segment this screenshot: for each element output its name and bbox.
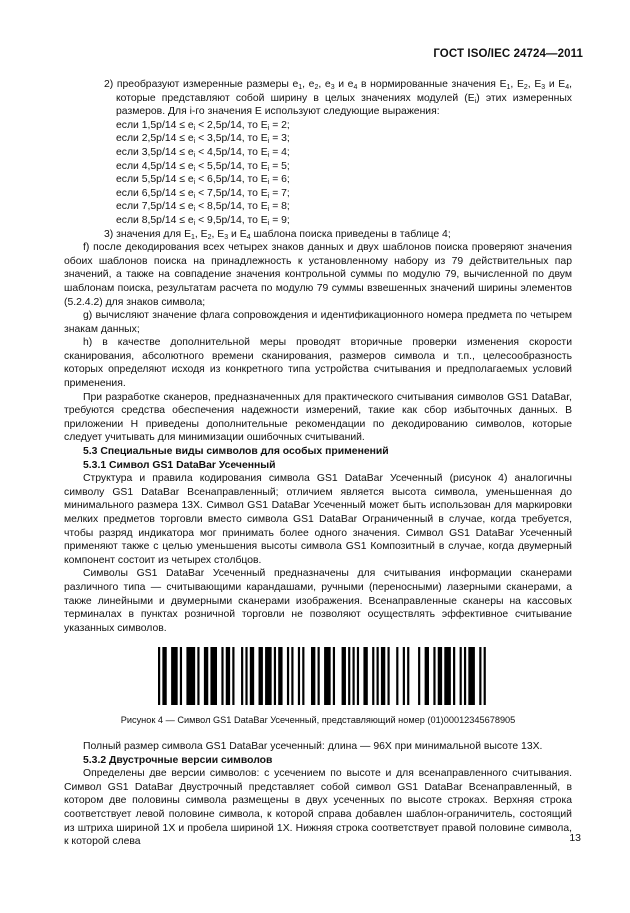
heading-5-3-1: 5.3.1 Символ GS1 DataBar Усеченный	[83, 459, 276, 471]
barcode-bar	[197, 647, 199, 705]
barcode-bar	[210, 647, 217, 705]
condition-line: если $3,5p/14 \le e_i < 4,5p/14$, то $E_i = 4$;	[116, 146, 290, 159]
barcode-bar	[162, 647, 166, 705]
barcode-bar	[287, 647, 289, 705]
paragraph-two-row: Определены две версии символов: с усечением по высоте и для всенаправленного считывания. Символ GS1 DataBar Двустрочный представляет собой символ GS1 DataBar Всенаправленный, в котором две половины символа размещены в двух усеченных по высоте строках. Верхняя строка соответствует левой половине символа, к которой справа добавлен шаблон-ограничитель, состоящий из штриха шириной 1X и пробела шириной 1X. Нижняя строка соответствует правой половине символа, к которой слева	[64, 768, 572, 848]
barcode-bar	[444, 647, 451, 705]
list-item-2: 2) преобразуют измеренные размеры $e_1$, $e_2$, $e_3$ и $e_4$ в нормированные значения $E_1$, $E_2$, $E_3$ и $E_4$, которые представляют собой ширину в целых значениях модулей $(E_i)$ этих измеренных размеров. Для i-го значения E используют следующие выражения:	[104, 79, 572, 118]
barcode-bar	[425, 647, 429, 705]
barcode-bar	[438, 647, 442, 705]
barcode-bar	[318, 647, 320, 705]
page-number: 13	[569, 832, 581, 844]
barcode-bar	[353, 647, 355, 705]
paragraph-scanners: При разработке сканеров, предназначенных для практического считывания символов GS1 DataBar, требуются средства обеспечения надежности измерений, такие как сбор избыточных данных. В приложении H приведены дополнительные рекомендации по декодированию символов, которые следует учитывать для минимизации ошибочных считываний.	[64, 391, 572, 444]
barcode-bar	[204, 647, 208, 705]
barcode-bar	[484, 647, 486, 705]
barcode-bar	[381, 647, 385, 705]
barcode-bar	[464, 647, 466, 705]
condition-line: если $5,5p/14 \le e_i < 6,5p/14$, то $E_i = 6$;	[116, 174, 290, 187]
barcode-bar	[241, 647, 243, 705]
condition-line: если $1,5p/14 \le e_i < 2,5p/14$, то $E_i = 2$;	[116, 119, 290, 132]
barcode-bar	[333, 647, 335, 705]
paragraph-f: f) после декодирования всех четырех знаков данных и двух шаблонов поиска проверяют значения обоих шаблонов поиска на принадлежность к установленному набору из 79 действительных пар значений, а также на совпадение значения контрольной суммы по модулю 79, вычисленной по двум шаблонам поиска, результатам расчета по модулю 79 суммы взвешенных значений ширины элементов (5.2.4.2) для знаков символа;	[64, 242, 572, 308]
condition-line: если $2,5p/14 \le e_i < 3,5p/14$, то $E_i = 3$;	[116, 133, 290, 146]
barcode-bar	[245, 647, 247, 705]
barcode-bar	[302, 647, 304, 705]
condition-line: если $4,5p/14 \le e_i < 5,5p/14$, то $E_i = 5$;	[116, 160, 290, 173]
barcode-bar	[403, 647, 405, 705]
barcode-bar	[372, 647, 374, 705]
barcode-bar	[265, 647, 272, 705]
condition-line: если $7,5p/14 \le e_i < 8,5p/14$, то $E_i = 8$;	[116, 201, 290, 214]
barcode-bar	[479, 647, 481, 705]
barcode-bar	[363, 647, 367, 705]
barcode-bar	[274, 647, 276, 705]
condition-list	[64, 119, 572, 228]
barcode-bar	[180, 647, 182, 705]
barcode-bar	[324, 647, 331, 705]
barcode-bar	[460, 647, 462, 705]
barcode-bar	[311, 647, 315, 705]
condition-line: если $6,5p/14 \le e_i < 7,5p/14$, то $E_i = 7$;	[116, 187, 290, 200]
barcode-bar	[221, 647, 223, 705]
paragraph-truncated-desc: Структура и правила кодирования символа GS1 DataBar Усеченный (рисунок 4) аналогичны символу GS1 DataBar Всенаправленный; отличием является высота символа, уменьшенная до минимального размера 13X. Символ GS1 DataBar Усеченный может быть использован для маркировки мелких предметов торговли вместо символа GS1 DataBar Ограниченный в случае, когда требуется, чтобы разряд индикатора мог принимать более одного значения. Символ GS1 DataBar Усеченный применяют также с целью уменьшения высоты символа GS1 Композитный в случае, когда двумерный компонент состоит из четырех столбцов.	[64, 473, 572, 566]
barcode-bar	[453, 647, 455, 705]
barcode-bar	[433, 647, 435, 705]
barcode-bar	[342, 647, 346, 705]
barcode-bar	[232, 647, 234, 705]
barcode-bar	[158, 647, 160, 705]
barcode-bar	[348, 647, 350, 705]
heading-5-3-2: 5.3.2 Двустрочные версии символов	[83, 754, 273, 766]
barcode-bar	[357, 647, 359, 705]
barcode-bar	[298, 647, 300, 705]
barcode-bar	[291, 647, 293, 705]
barcode-bar	[186, 647, 195, 705]
figure-caption: Рисунок 4 — Символ GS1 DataBar Усеченный, представляющий номер (01)00012345678905	[120, 715, 516, 726]
condition-line: если $8,5p/14 \le e_i < 9,5p/14$, то $E_i = 9$;	[116, 214, 290, 227]
page-content	[64, 78, 572, 849]
barcode-bar	[407, 647, 409, 705]
barcode-bar	[418, 647, 420, 705]
barcode-bar	[259, 647, 263, 705]
barcode-bar	[468, 647, 475, 705]
paragraph-truncated-use: Символы GS1 DataBar Усеченный предназначены для считывания информации сканерами различного типа — считывающими карандашами, ручными (переносными) лазерными сканерами, а также линейными и двумерными сканерами изображения. Всенаправленные сканеры на кассовых терминалах в пунктах розничной торговли не позволяют осуществлять эффективное считывание указанных символов.	[64, 568, 572, 634]
figure-4	[64, 647, 572, 705]
paragraph-h: h) в качестве дополнительной меры проводят вторичные проверки изменения скорости сканирования, абсолютного времени сканирования, размеров символа и т.п., целесообразность которых определяют исходя из конкретного типа устройства считывания и предполагаемых условий применения.	[64, 337, 572, 390]
databar-truncated-barcode	[158, 647, 488, 705]
paragraph-g: g) вычисляют значение флага сопровождения и идентификационного номера предмета по четырем знакам данных;	[64, 310, 572, 335]
barcode-bar	[171, 647, 178, 705]
list-item-3: 3) значения для $E_1$, $E_2$, $E_3$ и $E_4$ шаблона поиска приведены в таблице 4;	[104, 228, 451, 241]
barcode-bar	[226, 647, 230, 705]
paragraph-full-size: Полный размер символа GS1 DataBar усеченный: длина — 96X при минимальной высоте 13X.	[83, 740, 543, 752]
barcode-bar	[387, 647, 389, 705]
barcode-bar	[278, 647, 282, 705]
barcode-bar	[377, 647, 379, 705]
standard-header: ГОСТ ISO/IEC 24724—2011	[433, 48, 583, 60]
barcode-bar	[250, 647, 254, 705]
barcode-bar	[396, 647, 398, 705]
heading-5-3: 5.3 Специальные виды символов для особых применений	[83, 446, 389, 458]
